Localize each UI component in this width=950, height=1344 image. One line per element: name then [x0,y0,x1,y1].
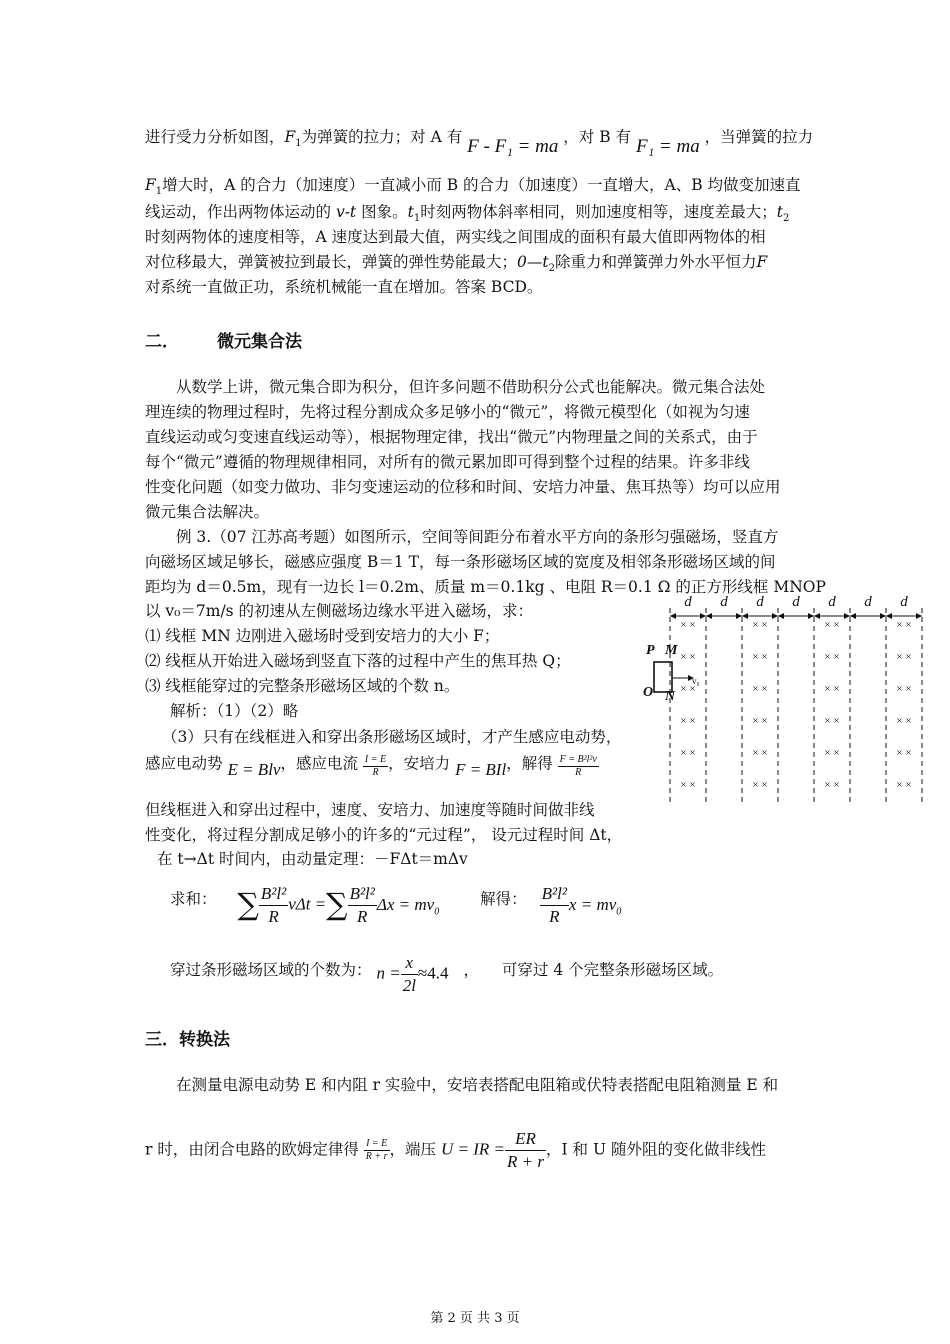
para3-line: 在测量电源电动势 E 和内阻 r 实验中，安培表搭配电阻箱或伏特表搭配电阻箱测量 E 和 [176,1076,779,1094]
para2-line: 直线运动或匀变速直线运动等），根据物理定律，找出“微元”内物理量之间的关系式，由于 [145,428,758,446]
label-O: O [643,685,654,700]
solution-line: 解析：（1）（2）略 [170,702,299,720]
field-cross: × × [680,747,696,759]
field-cross: × × [824,715,840,727]
field-cross: × × [752,779,768,791]
label-M: M [665,643,678,658]
label-N: N [665,689,676,704]
d-label: d [720,594,728,610]
para1-line1: 进行受力分析如图，$F_1$为弹簧的拉力；对 A 有 F - F₁ = ma ，对 B 有 F₁ = ma ，当弹簧的拉力 [145,128,814,157]
para1-line6: 对系统一直做正功，系统机械能一直在增加。答案 BCD。 [145,278,543,296]
field-cross: × × [680,651,696,663]
question-2: ⑵ 线框从开始进入磁场到竖直下落的过程中产生的焦耳热 Q； [145,652,571,670]
field-cross: × × [752,651,768,663]
count-formula: n = $\frac{x}{2l}$ ≈4.4 [376,953,449,995]
field-cross: × × [824,651,840,663]
example3-line: 距均为 d＝0.5m，现有一边长 l＝0.2m、质量 m＝0.1kg 、电阻 R＝0.1 Ω 的正方形线框 MNOP [145,578,826,596]
field-cross: × × [680,779,696,791]
para1-line4: 时刻两物体的速度相等，A 速度达到最大值，两实线之间围成的面积有最大值即两物体的相 [145,228,766,246]
question-3: ⑶ 线框能穿过的完整条形磁场区域的个数 n。 [145,677,460,695]
para2-line: 性变化问题（如变力做功、非匀变速运动的位移和时间、安培力冲量、焦耳热等）均可以应用 [145,478,781,496]
coil-frame [654,662,672,692]
formula-ohm: $\frac{I = E}{R + r}$ [365,1138,388,1162]
formula-ampere: F = BIl [455,759,507,779]
label-P: P [646,643,655,658]
example3-line: 例 3.（07 江苏高考题）如图所示，空间等间距分布着水平方向的条形匀强磁场，竖直方 [176,528,779,546]
solution-line-formulas: 感应电动势 E = Blv，感应电流 $\frac{I = E}{R}$ ，安培力 F = BIl，解得 $\frac{\text{F = B²l²v}}{R}$ [145,754,597,779]
formula-b: F₁ = ma [635,136,700,157]
field-cross: × × [896,619,912,631]
field-cross: × × [896,747,912,759]
section-heading-3: 三．转换法 [145,1030,230,1050]
field-cross: × × [896,651,912,663]
d-label: d [756,594,764,610]
solution-line: 在 t→Δt 时间内，由动量定理：－FΔt＝mΔv [157,850,468,868]
d-label: d [900,594,908,610]
field-cross: × × [896,683,912,695]
formula-emf: E = Blv [227,759,281,779]
summation-formula: ∑ $\frac{\text{B²l²}}{R}$ vΔt =∑ $\frac{\text{B²l²}}{R}$ $\Delta x = mv_0$ [237,884,440,926]
example3-line: 以 v₀＝7m/s 的初速从左侧磁场边缘水平进入磁场，求： [145,602,534,620]
summation-line: 求和： ∑ $\frac{\text{B²l²}}{R}$ vΔt =∑ $\frac{\text{B²l²}}{R}$ $\Delta x = mv_0$ 解得： $\frac{\text{B²l²}}{R}$ $x = mv_0$ [170,884,622,926]
page-footer: 第 2 页 共 3 页 [430,1311,520,1326]
question-1: ⑴ 线框 MN 边刚进入磁场时受到安培力的大小 F； [145,627,500,645]
solution-line: （3）只有在线框进入和穿出条形磁场区域时，才产生感应电动势， [162,728,622,746]
para2-line: 每个“微元”遵循的物理规律相同，对所有的微元累加即可得到整个过程的结果。许多非线 [145,453,750,471]
formula-terminal-voltage: U = IR = $\frac{ER}{R + r}$ [440,1129,544,1171]
field-cross: × × [896,779,912,791]
count-line: 穿过条形磁场区域的个数为： n = $\frac{x}{2l}$ ≈4.4 ， 可穿过 4 个完整条形磁场区域。 [170,953,724,995]
para1-line5: 对位移最大，弹簧被拉到最长，弹簧的弹性势能最大；$0—t_2$除重力和弹簧弹力外水平恒力F [145,253,768,275]
field-cross: × × [824,747,840,759]
para2-line: 从数学上讲，微元集合即为积分，但许多问题不借助积分公式也能解决。微元集合法处 [176,378,766,396]
solution-line: 但线框进入和穿出过程中，速度、安培力、加速度等随时间做非线 [145,801,595,819]
formula-solved: $\frac{\text{F = B²l²v}}{R}$ [559,754,597,778]
label-v0: v₀ [692,676,700,686]
para3-line2: r 时，由闭合电路的欧姆定律得 $\frac{I = E}{R + r}$ ，端压 U = IR = $\frac{ER}{R + r}$ ，I 和 U 随外阻的变化做非线性 [145,1129,766,1171]
d-label: d [828,594,836,610]
solution-line: 性变化，将过程分割成足够小的许多的“元过程”， 设元过程时间 Δt， [145,826,623,844]
magnetic-field-figure [640,588,930,810]
field-cross: × × [824,779,840,791]
para2-line: 微元集合法解决。 [145,503,270,521]
field-cross: × × [824,683,840,695]
field-cross: × × [752,683,768,695]
d-label: d [864,594,872,610]
field-cross: × × [752,715,768,727]
field-cross: × × [752,747,768,759]
field-cross: × × [680,683,696,695]
solve-formula: $\frac{\text{B²l²}}{R}$ $x = mv_0$ [541,884,622,926]
section-heading-2: 二． 微元集合法 [145,332,302,352]
field-cross: × × [824,619,840,631]
field-cross: × × [752,619,768,631]
field-cross: × × [896,715,912,727]
d-label: d [684,594,692,610]
example3-line: 向磁场区域足够长，磁感应强度 B＝1 T，每一条形磁场区域的宽度及相邻条形磁场区域的间 [145,553,776,571]
d-label: d [792,594,800,610]
formula-current: $\frac{I = E}{R}$ [364,754,387,778]
formula-a: F - F₁ = ma [467,136,559,157]
field-cross: × × [680,715,696,727]
para1-line3: 线运动，作出两物体运动的 v-t 图象。$t_1$时刻两物体斜率相同，则加速度相等，速度差最大；$t_2$ [145,203,790,225]
para2-line: 理连续的物理过程时，先将过程分割成众多足够小的“微元”，将微元模型化（如视为匀速 [145,403,750,421]
field-cross: × × [680,619,696,631]
para1-line2: $F_1$增大时，A 的合力（加速度）一直减小而 B 的合力（加速度）一直增大，A、B 均做变加速直 [145,176,801,198]
